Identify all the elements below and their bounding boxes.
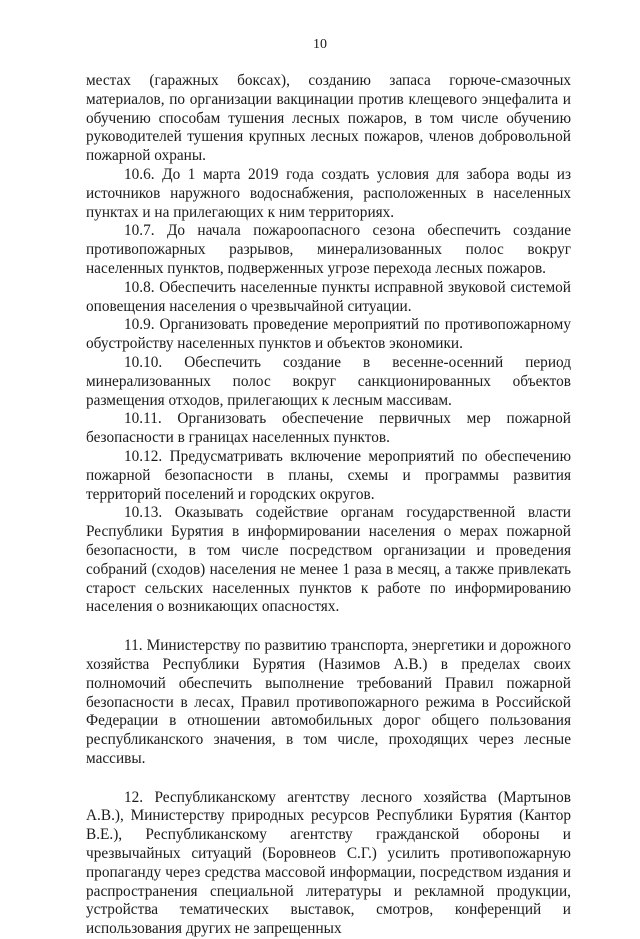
paragraph-10-13: 10.13. Оказывать содействие органам государственной власти Республики Бурятия в информировании населения о мерах пожарной безопасности, в том числе посредством организации и проведения собраний (сходов) населения не менее 1 раза в месяц, а также привлекать старост сельских населенных пунктов к работе по информированию населения о возникающих опасностях.	[86, 504, 571, 616]
paragraph-10-10: 10.10. Обеспечить создание в весенне-осенний период минерализованных полос вокруг санкционированных объектов размещения отходов, прилегающих к лесным массивам.	[86, 353, 571, 409]
paragraph-10-7: 10.7. До начала пожароопасного сезона обеспечить создание противопожарных разрывов, минерализованных полос вокруг населенных пунктов, подверженных угрозе перехода лесных пожаров.	[86, 222, 571, 277]
page-number: 10	[313, 37, 327, 52]
document-body	[86, 72, 571, 939]
paragraph-10-8: 10.8. Обеспечить населенные пункты исправной звуковой системой оповещения населения о чрезвычайной ситуации.	[86, 278, 571, 315]
paragraph-continuation: местах (гаражных боксах), созданию запаса горюче-смазочных материалов, по организации вакцинации против клещевого энцефалита и обучению способам тушения лесных пожаров, в том числе обучению руководителей тушения крупных лесных пожаров, членов добровольной пожарной охраны.	[86, 72, 571, 165]
paragraph-10-11: 10.11. Организовать обеспечение первичных мер пожарной безопасности в границах населенных пунктов.	[86, 410, 571, 447]
paragraph-10-6: 10.6. До 1 марта 2019 года создать условия для забора воды из источников наружного водоснабжения, расположенных в населенных пунктах и на прилегающих к ним территориях.	[86, 165, 571, 221]
paragraph-11: 11. Министерству по развитию транспорта, энергетики и дорожного хозяйства Республики Бурятия (Назимов А.В.) в пределах своих полномочий обеспечить выполнение требований Правил пожарной безопасности в лесах, Правил противопожарного режима в Российской Федерации в отношении автомобильных дорог общего пользования республиканского значения, в том числе, проходящих через лесные массивы.	[86, 637, 571, 767]
paragraph-10-9: 10.9. Организовать проведение мероприятий по противопожарному обустройству населенных пунктов и объектов экономики.	[86, 316, 571, 353]
paragraph-10-12: 10.12. Предусматривать включение мероприятий по обеспечению пожарной безопасности в планы, схемы и программы развития территорий поселений и городских округов.	[86, 447, 571, 503]
paragraph-12: 12. Республиканскому агентству лесного хозяйства (Мартынов А.В.), Министерству природных ресурсов Республики Бурятия (Кантор В.Е.), Республиканскому агентству гражданской обороны и чрезвычайных ситуаций (Боровнеов С.Г.) усилить противопожарную пропаганду через средства массовой информации, посредством издания и распространения специальной литературы и рекламной продукции, устройства тематических выставок, смотров, конференций и использования других не запрещенных	[86, 788, 571, 938]
